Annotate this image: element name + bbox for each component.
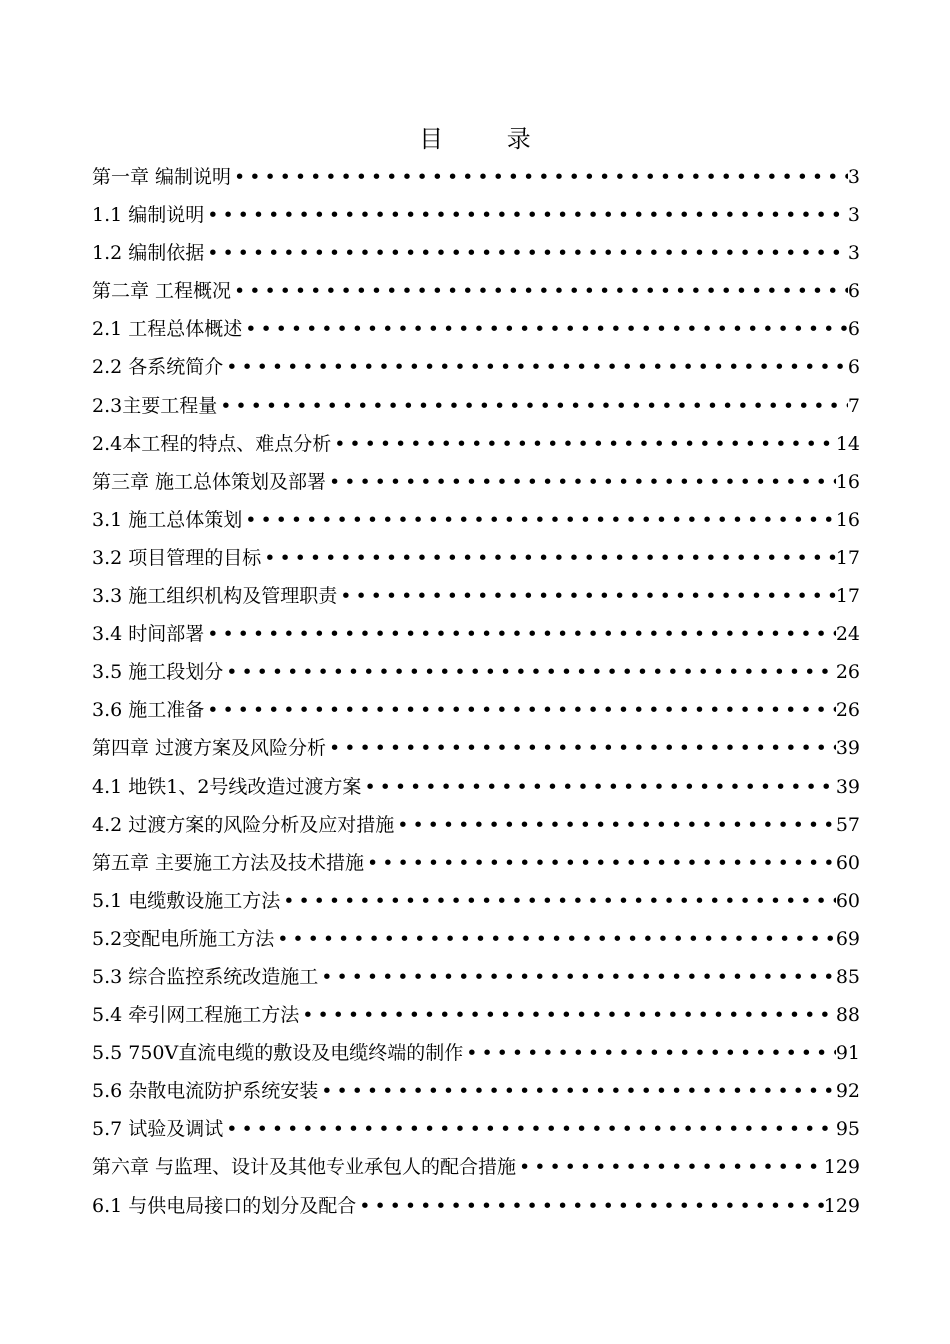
toc-entry-label: 5.2变配电所施工方法 [92, 927, 275, 950]
toc-entry[interactable] [92, 653, 860, 691]
dot-leader [519, 1148, 824, 1186]
dot-leader [397, 806, 836, 844]
toc-title: 目 录 [419, 125, 559, 153]
dot-leader [329, 463, 836, 501]
dot-leader [245, 501, 836, 539]
toc-entry-page: 26 [835, 699, 860, 722]
dot-leader [226, 348, 848, 386]
toc-entry-page: 129 [823, 1156, 860, 1179]
dot-leader [340, 577, 836, 615]
dot-leader [234, 272, 848, 310]
toc-entry[interactable] [92, 615, 860, 653]
toc-entry-page: 16 [835, 470, 860, 493]
toc-entry[interactable] [92, 158, 860, 196]
toc-entry-label: 2.3主要工程量 [92, 394, 218, 417]
toc-entry[interactable] [92, 463, 860, 501]
dot-leader [283, 882, 836, 920]
dot-leader [359, 1187, 823, 1225]
toc-entry-label: 5.4 牵引网工程施工方法 [92, 1004, 300, 1027]
toc-entry-page: 91 [835, 1042, 860, 1065]
dot-leader [367, 844, 836, 882]
toc-entry-label: 2.1 工程总体概述 [92, 318, 243, 341]
toc-entry[interactable] [92, 1034, 860, 1072]
dot-leader [226, 1110, 836, 1148]
dot-leader [234, 158, 848, 196]
toc-entry-page: 60 [835, 889, 860, 912]
toc-entry[interactable] [92, 1187, 860, 1225]
dot-leader [334, 425, 836, 463]
toc-entry-page: 26 [835, 661, 860, 684]
toc-entry-label: 1.2 编制依据 [92, 242, 205, 265]
toc-entry-page: 24 [835, 623, 860, 646]
toc-entry-page: 17 [835, 585, 860, 608]
dot-leader [207, 691, 836, 729]
dot-leader [264, 539, 836, 577]
dot-leader [207, 615, 836, 653]
toc-entry-label: 第三章 施工总体策划及部署 [92, 470, 327, 493]
toc-entry[interactable] [92, 577, 860, 615]
toc-entry-page: 69 [835, 927, 860, 950]
toc-entry-label: 5.1 电缆敷设施工方法 [92, 889, 281, 912]
dot-leader [226, 653, 836, 691]
toc-entry-label: 第四章 过渡方案及风险分析 [92, 737, 327, 760]
toc-entry-label: 3.2 项目管理的目标 [92, 546, 262, 569]
toc-entry-label: 第二章 工程概况 [92, 280, 232, 303]
toc-entry[interactable] [92, 501, 860, 539]
toc-entry-page: 3 [847, 204, 860, 227]
toc-entry[interactable] [92, 387, 860, 425]
toc-entry-label: 2.2 各系统简介 [92, 356, 224, 379]
dot-leader [207, 234, 848, 272]
toc-entry[interactable] [92, 348, 860, 386]
toc-entry-label: 3.5 施工段划分 [92, 661, 224, 684]
toc-entry[interactable] [92, 425, 860, 463]
dot-leader [277, 920, 836, 958]
table-of-contents [92, 158, 860, 1225]
toc-entry[interactable] [92, 691, 860, 729]
dot-leader [466, 1034, 836, 1072]
toc-entry-page: 6 [847, 356, 860, 379]
toc-entry-label: 第五章 主要施工方法及技术措施 [92, 851, 365, 874]
dot-leader [302, 996, 836, 1034]
toc-entry-page: 57 [835, 813, 860, 836]
toc-entry-page: 60 [835, 851, 860, 874]
dot-leader [321, 1072, 836, 1110]
dot-leader [321, 958, 836, 996]
toc-entry-page: 95 [835, 1118, 860, 1141]
toc-entry[interactable] [92, 1110, 860, 1148]
toc-entry[interactable] [92, 729, 860, 767]
toc-entry-label: 3.3 施工组织机构及管理职责 [92, 585, 338, 608]
toc-entry-page: 17 [835, 546, 860, 569]
toc-entry[interactable] [92, 920, 860, 958]
toc-entry-page: 6 [847, 280, 860, 303]
toc-entry-page: 3 [847, 242, 860, 265]
toc-entry-label: 4.1 地铁1、2号线改造过渡方案 [92, 775, 362, 798]
toc-entry[interactable] [92, 958, 860, 996]
toc-entry[interactable] [92, 234, 860, 272]
toc-entry[interactable] [92, 768, 860, 806]
toc-entry-label: 1.1 编制说明 [92, 204, 205, 227]
toc-entry-label: 第六章 与监理、设计及其他专业承包人的配合措施 [92, 1156, 517, 1179]
toc-entry[interactable] [92, 196, 860, 234]
toc-entry-label: 3.4 时间部署 [92, 623, 205, 646]
dot-leader [245, 310, 848, 348]
toc-entry[interactable] [92, 882, 860, 920]
toc-entry-label: 第一章 编制说明 [92, 166, 232, 188]
toc-entry-page: 85 [835, 965, 860, 988]
toc-entry[interactable] [92, 806, 860, 844]
toc-entry-page: 14 [835, 432, 860, 455]
toc-entry-label: 2.4本工程的特点、难点分析 [92, 432, 332, 455]
dot-leader [207, 196, 848, 234]
toc-entry[interactable] [92, 996, 860, 1034]
toc-entry[interactable] [92, 539, 860, 577]
toc-entry[interactable] [92, 1148, 860, 1186]
toc-entry-label: 5.5 750V直流电缆的敷设及电缆终端的制作 [92, 1042, 464, 1065]
toc-entry-label: 5.6 杂散电流防护系统安装 [92, 1080, 319, 1103]
dot-leader [220, 387, 848, 425]
toc-entry-page: 88 [835, 1004, 860, 1027]
toc-entry[interactable] [92, 272, 860, 310]
toc-entry-label: 6.1 与供电局接口的划分及配合 [92, 1194, 357, 1217]
toc-entry[interactable] [92, 844, 860, 882]
toc-entry-label: 3.1 施工总体策划 [92, 508, 243, 531]
toc-entry[interactable] [92, 1072, 860, 1110]
toc-entry[interactable] [92, 310, 860, 348]
toc-entry-page: 16 [835, 508, 860, 531]
toc-entry-page: 39 [835, 737, 860, 760]
dot-leader [329, 729, 836, 767]
dot-leader [364, 768, 835, 806]
toc-entry-page: 129 [823, 1194, 860, 1217]
toc-entry-page: 7 [847, 394, 860, 417]
toc-entry-page: 3 [847, 166, 860, 188]
toc-entry-label: 4.2 过渡方案的风险分析及应对措施 [92, 813, 395, 836]
toc-entry-page: 92 [835, 1080, 860, 1103]
toc-entry-label: 5.3 综合监控系统改造施工 [92, 965, 319, 988]
toc-entry-label: 5.7 试验及调试 [92, 1118, 224, 1141]
toc-entry-page: 39 [835, 775, 860, 798]
toc-entry-label: 3.6 施工准备 [92, 699, 205, 722]
toc-entry-page: 6 [847, 318, 860, 341]
